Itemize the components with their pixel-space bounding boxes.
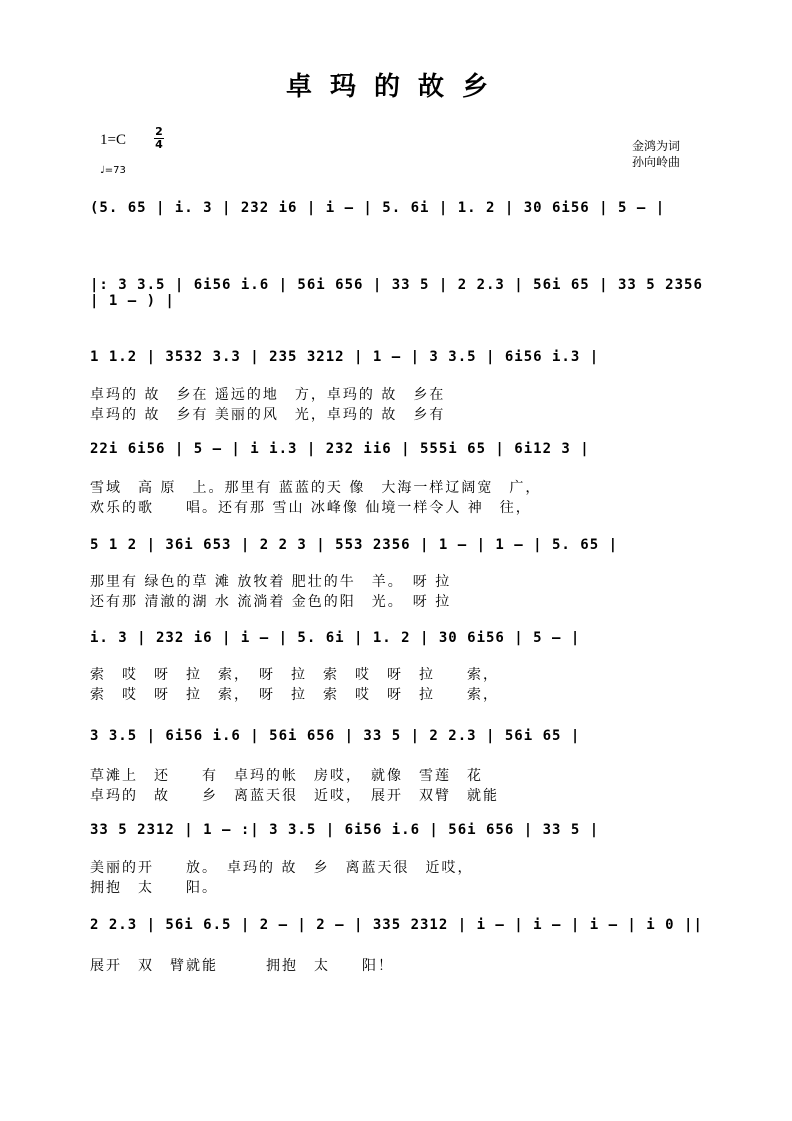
- lyric-line-2-verse-1: 雪域 高 原 上。那里有 蓝蓝的天 像 大海一样辽阔宽 广，: [90, 480, 542, 496]
- notation-line-1: (5. 65 | i. 3 | 232 i6 | i – | 5. 6i | 1. 2 | 30 6i56 | 5 – |: [90, 200, 666, 216]
- lyric-line-4-verse-2: 索 哎 呀 拉 索， 呀 拉 索 哎 呀 拉 索，: [90, 687, 499, 703]
- tempo-marking: ♩=73: [100, 165, 126, 176]
- lyric-line-5-verse-2: 卓玛的 故 乡 离蓝天很 近哎， 展开 双臂 就能: [90, 788, 499, 804]
- notation-line-2: |: 3 3.5 | 6i56 i.6 | 56i 656 | 33 5 | 2 2.3 | 56i 65 | 33 5 2356 | 1 – ) |: [90, 277, 703, 309]
- lyric-line-3-verse-1: 那里有 绿色的草 滩 放牧着 肥壮的牛 羊。 呀 拉: [90, 574, 452, 590]
- lyric-line-7-verse-1: 展开 双 臂就能 拥抱 太 阳！: [90, 958, 394, 974]
- notation-line-7: 3 3.5 | 6i56 i.6 | 56i 656 | 33 5 | 2 2.3 | 56i 65 |: [90, 728, 581, 744]
- time-signature: [152, 126, 166, 151]
- lyric-line-3-verse-2: 还有那 清澈的湖 水 流淌着 金色的阳 光。 呀 拉: [90, 594, 452, 610]
- notation-line-5: 5 1 2 | 36i 653 | 2 2 3 | 553 2356 | 1 – | 1 – | 5. 65 |: [90, 537, 619, 553]
- time-signature-bottom: 4: [155, 138, 163, 151]
- key-signature: 1=C: [100, 132, 126, 148]
- lyricist-credit: 金鸿为词: [632, 139, 681, 153]
- notation-line-3: 1 1.2 | 3532 3.3 | 235 3212 | 1 – | 3 3.5 | 6i56 i.3 |: [90, 349, 600, 365]
- lyric-line-2-verse-2: 欢乐的歌 唱。还有那 雪山 冰峰像 仙境一样令人 神 往，: [90, 500, 532, 516]
- lyric-line-1-verse-2: 卓玛的 故 乡有 美丽的风 光，卓玛的 故 乡有: [90, 407, 446, 423]
- notation-line-9: 2 2.3 | 56i 6.5 | 2 – | 2 – | 335 2312 | i – | i – | i – | i 0 ||: [90, 917, 703, 933]
- lyric-line-5-verse-1: 草滩上 还 有 卓玛的帐 房哎， 就像 雪莲 花: [90, 768, 483, 784]
- notation-line-8: 33 5 2312 | 1 – :| 3 3.5 | 6i56 i.6 | 56i 656 | 33 5 |: [90, 822, 600, 838]
- song-title: 卓玛的故乡: [285, 72, 506, 102]
- lyric-line-6-verse-2: 拥抱 太 阳。: [90, 880, 218, 896]
- composer-credit: 孙向岭曲: [632, 155, 681, 169]
- notation-line-6: i. 3 | 232 i6 | i – | 5. 6i | 1. 2 | 30 6i56 | 5 – |: [90, 630, 581, 646]
- lyric-line-1-verse-1: 卓玛的 故 乡在 遥远的地 方，卓玛的 故 乡在: [90, 387, 446, 403]
- lyric-line-4-verse-1: 索 哎 呀 拉 索， 呀 拉 索 哎 呀 拉 索，: [90, 667, 499, 683]
- notation-line-4: 22i 6i56 | 5 – | i i.3 | 232 ii6 | 555i 65 | 6i12 3 |: [90, 441, 590, 457]
- time-signature-top: 2: [155, 125, 163, 138]
- lyric-line-6-verse-1: 美丽的开 放。 卓玛的 故 乡 离蓝天很 近哎，: [90, 860, 474, 876]
